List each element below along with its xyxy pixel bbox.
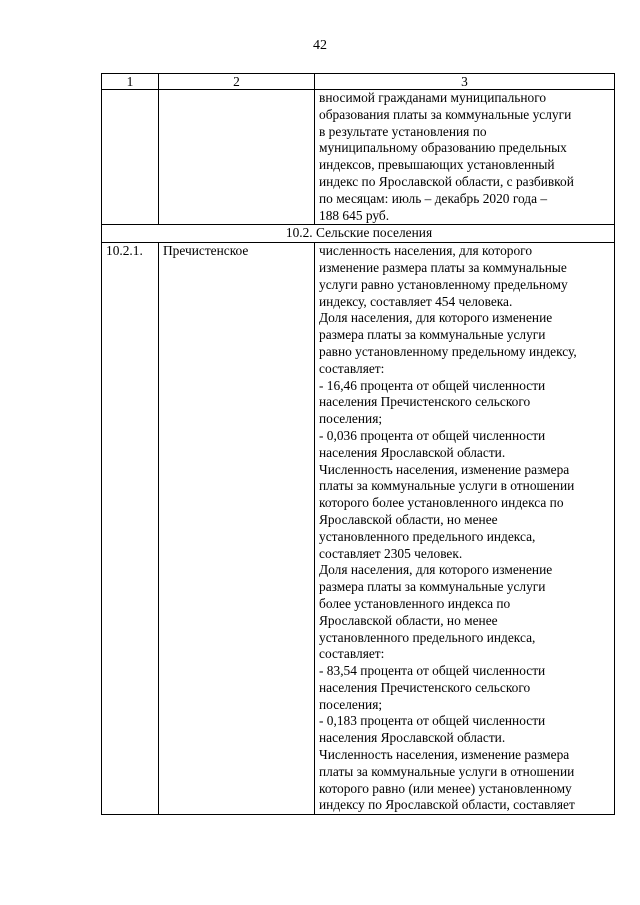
- text-line: составляет 2305 человек.: [319, 545, 463, 561]
- text-line: населения Пречистенского сельского: [319, 679, 531, 695]
- column-header-2: 2: [159, 74, 315, 90]
- entry-name: Пречистенское: [159, 243, 315, 815]
- table-row-entry: [102, 243, 615, 815]
- text-line: индексов, превышающих установленный: [319, 157, 555, 173]
- text-line: которого равно (или менее) установленному: [319, 780, 572, 796]
- text-line: платы за коммунальные услуги в отношении: [319, 763, 575, 779]
- text-line: Численность населения, изменение размера: [319, 461, 570, 477]
- table-row-continuation: [102, 90, 615, 225]
- entry-text-cell: [315, 243, 615, 815]
- data-table: [101, 73, 615, 815]
- text-line: численность населения, для которого: [319, 243, 533, 259]
- text-line: более установленного индекса по: [319, 595, 511, 611]
- text-line: Численность населения, изменение размера: [319, 747, 570, 763]
- text-line: Доля населения, для которого изменение: [319, 562, 553, 578]
- text-line: - 16,46 процента от общей численности: [319, 377, 546, 393]
- continuation-name-cell: [159, 90, 315, 225]
- text-line: населения Пречистенского сельского: [319, 394, 531, 410]
- entry-number: 10.2.1.: [102, 243, 159, 815]
- text-line: которого более установленного индекса по: [319, 495, 564, 511]
- text-line: - 0,036 процента от общей численности: [319, 427, 546, 443]
- text-line: размера платы за коммунальные услуги: [319, 327, 546, 343]
- page-number: 42: [313, 38, 327, 53]
- text-line: индексу по Ярославской области, составляет: [319, 797, 575, 813]
- text-line: равно установленному предельному индексу,: [319, 343, 577, 359]
- section-title: 10.2. Сельские поселения: [102, 225, 615, 243]
- text-line: - 83,54 процента от общей численности: [319, 663, 546, 679]
- text-line: населения Ярославской области.: [319, 444, 506, 460]
- table-row-section: [102, 225, 615, 243]
- text-line: индексу, составляет 454 человека.: [319, 293, 513, 309]
- text-line: в результате установления по: [319, 123, 487, 139]
- text-line: установленного предельного индекса,: [319, 528, 536, 544]
- text-line: платы за коммунальные услуги в отношении: [319, 478, 575, 494]
- continuation-number-cell: [102, 90, 159, 225]
- text-line: составляет:: [319, 360, 385, 376]
- text-line: составляет:: [319, 646, 385, 662]
- text-line: по месяцам: июль – декабрь 2020 года –: [319, 190, 548, 206]
- column-header-1: 1: [102, 74, 159, 90]
- text-line: Ярославской области, но менее: [319, 511, 498, 527]
- text-line: установленного предельного индекса,: [319, 629, 536, 645]
- table-header-row: [102, 74, 615, 90]
- text-line: вносимой гражданами муниципального: [319, 90, 547, 105]
- text-line: поселения;: [319, 411, 383, 427]
- column-header-3: 3: [315, 74, 615, 90]
- text-line: образования платы за коммунальные услуги: [319, 106, 572, 122]
- text-line: изменение размера платы за коммунальные: [319, 259, 567, 275]
- text-line: размера платы за коммунальные услуги: [319, 579, 546, 595]
- text-line: индекс по Ярославской области, с разбивкой: [319, 173, 574, 189]
- text-line: услуги равно установленному предельному: [319, 276, 568, 292]
- text-line: муниципальному образованию предельных: [319, 140, 567, 156]
- continuation-text-cell: [315, 90, 615, 225]
- text-line: - 0,183 процента от общей численности: [319, 713, 546, 729]
- text-line: Доля населения, для которого изменение: [319, 310, 553, 326]
- text-line: 188 645 руб.: [319, 207, 390, 223]
- text-line: населения Ярославской области.: [319, 730, 506, 746]
- text-line: Ярославской области, но менее: [319, 612, 498, 628]
- text-line: поселения;: [319, 696, 383, 712]
